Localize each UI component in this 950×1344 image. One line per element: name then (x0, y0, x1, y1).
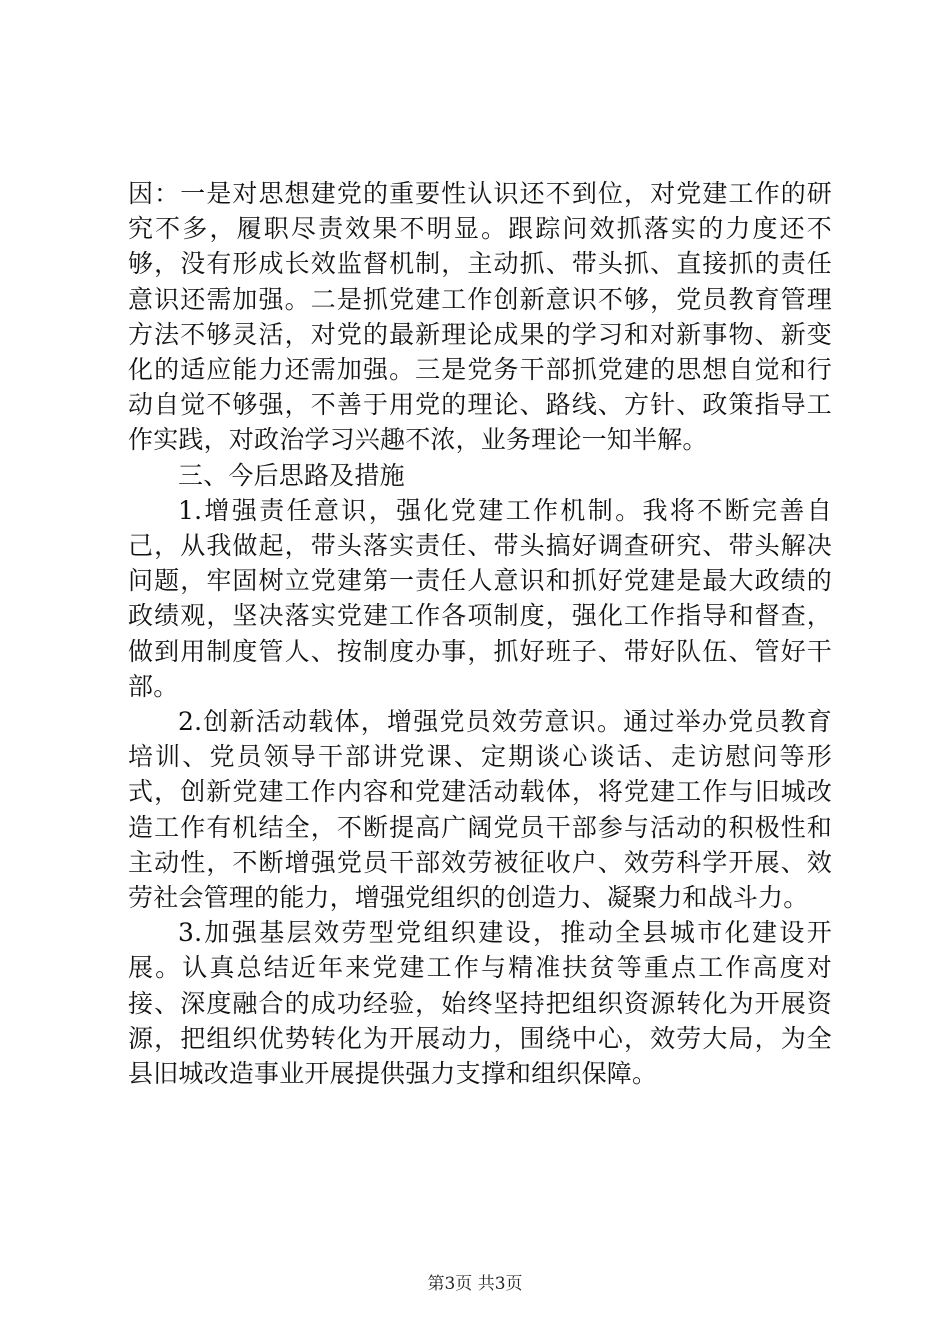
paragraph-measure-2: 2.创新活动载体，增强党员效劳意识。通过举办党员教育培训、党员领导干部讲党课、定期谈心谈话、走访慰问等形式，创新党建工作内容和党建活动载体，将党建工作与旧城改造工作有机结全，不断提高广阔党员干部参与活动的积极性和主动性，不断增强党员干部效劳被征收户、效劳科学开展、效劳社会管理的能力，增强党组织的创造力、凝聚力和战斗力。 (128, 707, 832, 913)
paragraph-reasons: 因：一是对思想建党的重要性认识还不到位，对党建工作的研究不多，履职尽责效果不明显。跟踪问效抓落实的力度还不够，没有形成长效监督机制，主动抓、带头抓、直接抓的责任意识还需加强。二是抓党建工作创新意识不够，党员教育管理方法不够灵活，对党的最新理论成果的学习和对新事物、新变化的适应能力还需加强。三是党务干部抓党建的思想自觉和行动自觉不够强，不善于用党的理论、路线、方针、政策指导工作实践，对政治学习兴趣不浓，业务理论一知半解。 (128, 179, 832, 455)
section-heading: 三、今后思路及措施 (178, 460, 405, 490)
paragraph-measure-3: 3.加强基层效劳型党组织建设，推动全县城市化建设开展。认真总结近年来党建工作与精准扶贫等重点工作高度对接、深度融合的成功经验，始终坚持把组织资源转化为开展资源，把组织优势转化为开展动力，围绕中心，效劳大局，为全县旧城改造事业开展提供强力支撑和组织保障。 (128, 918, 832, 1089)
paragraph-measure-1: 1.增强责任意识，强化党建工作机制。我将不断完善自己，从我做起，带头落实责任、带头搞好调查研究、带头解决问题，牢固树立党建第一责任人意识和抓好党建是最大政绩的政绩观，坚决落实党建工作各项制度，强化工作指导和督查，做到用制度管人、按制度办事，抓好班子、带好队伍、管好干部。 (128, 495, 832, 701)
page-footer: 第3页 共3页 (427, 1274, 523, 1294)
document-body (128, 176, 832, 1091)
